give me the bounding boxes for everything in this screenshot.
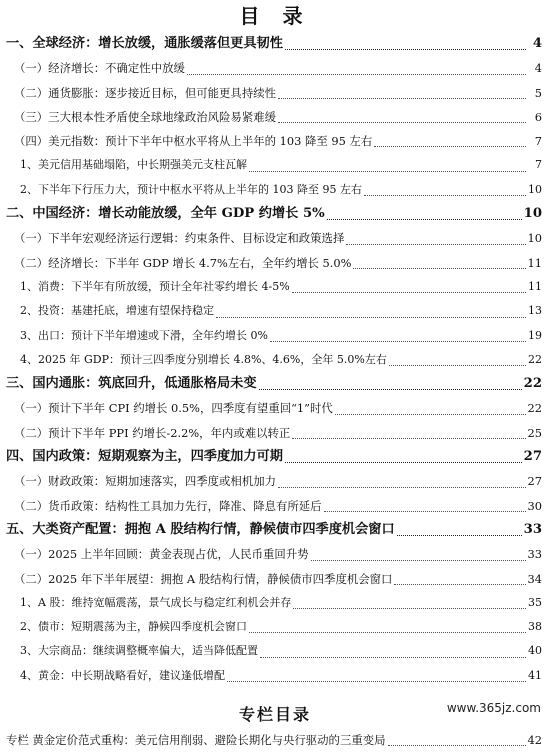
- toc-entry-level-1[interactable]: [6, 202, 542, 226]
- toc-entry-level-1[interactable]: [6, 372, 542, 396]
- dot-leader: [292, 437, 525, 439]
- watermark: www.365jz.com: [444, 700, 544, 716]
- toc-entry-page: 10: [523, 206, 542, 222]
- toc-entry-text: 3、出口：预计下半年增速或下滑，全年约增长 0%: [20, 328, 268, 342]
- toc-entry-level-2[interactable]: [6, 105, 542, 129]
- dot-leader: [187, 73, 526, 75]
- dot-leader: [335, 413, 526, 415]
- toc-entry-level-3[interactable]: [6, 348, 542, 372]
- dot-leader: [216, 316, 526, 318]
- toc-entry-level-1[interactable]: [6, 32, 542, 56]
- toc-entry-text: （二）预计下半年 PPI 约增长-2.2%，年内或难以转正: [14, 425, 291, 440]
- toc-entry-page: 33: [527, 547, 542, 562]
- toc-entry-page: 11: [528, 279, 542, 293]
- toc-entry-text: 五、大类资产配置：拥抱 A 股结构行情，静候债市四季度机会窗口: [6, 521, 395, 537]
- toc-entry-page: 40: [528, 644, 542, 658]
- toc-entry-level-2[interactable]: [6, 226, 542, 250]
- column-entry[interactable]: [6, 728, 542, 752]
- dot-leader: [249, 631, 526, 633]
- dot-leader: [353, 267, 525, 269]
- dot-leader: [389, 364, 526, 366]
- toc-entry-level-2[interactable]: [6, 421, 542, 445]
- toc-entry-level-2[interactable]: [6, 251, 542, 275]
- dot-leader: [311, 559, 526, 561]
- dot-leader: [293, 607, 526, 609]
- toc-entry-level-2[interactable]: [6, 56, 542, 80]
- toc-entry-page: 35: [528, 595, 542, 609]
- toc-entry-level-3[interactable]: [6, 153, 542, 177]
- dot-leader: [260, 656, 526, 658]
- dot-leader: [292, 291, 526, 293]
- toc-entry-page: 19: [528, 328, 542, 342]
- toc-entry-text: （一）预计下半年 CPI 约增长 0.5%，四季度有望重回“1”时代: [14, 401, 333, 416]
- dot-leader: [285, 461, 522, 463]
- toc-entry-page: 30: [527, 498, 542, 513]
- toc-entry-level-2[interactable]: [6, 129, 542, 153]
- dot-leader: [249, 170, 526, 172]
- toc-entry-page: 7: [534, 134, 542, 149]
- toc-entry-page: 4: [534, 61, 542, 76]
- dot-leader: [270, 340, 526, 342]
- toc-entry-page: 10: [528, 182, 542, 196]
- toc-entry-text: 二、中国经济：增长动能放缓，全年 GDP 约增长 5%: [6, 206, 325, 222]
- toc-entry-text: 4、2025 年 GDP：预计三四季度分别增长 4.8%、4.6%，全年 5.0%左右: [20, 352, 387, 366]
- column-entry-page: 42: [527, 733, 542, 748]
- toc-entry-level-3[interactable]: [6, 615, 542, 639]
- toc-entry-text: 2、投资：基建托底，增速有望保持稳定: [20, 304, 214, 318]
- toc-entry-page: 33: [523, 521, 542, 537]
- toc-entry-text: 四、国内政策：短期观察为主，四季度加力可期: [6, 449, 283, 465]
- dot-leader: [227, 680, 526, 682]
- toc-entry-page: 25: [527, 425, 542, 440]
- toc-entry-level-3[interactable]: [6, 664, 542, 688]
- toc-title: 目 录: [239, 4, 311, 28]
- toc-entry-text: 2、债市：短期震荡为主，静候四季度机会窗口: [20, 620, 247, 634]
- toc-entry-text: （二）2025 年下半年展望：拥抱 A 股结构行情，静候债市四季度机会窗口: [14, 571, 393, 586]
- dot-leader: [394, 583, 525, 585]
- toc-entry-text: （一）财政政策：短期加速落实，四季度或相机加力: [14, 474, 276, 489]
- toc-entry-level-2[interactable]: [6, 494, 542, 518]
- toc-entry-level-3[interactable]: [6, 299, 542, 323]
- toc-entry-level-1[interactable]: [6, 445, 542, 469]
- toc-entry-text: 1、消费：下半年有所放缓，预计全年社零约增长 4-5%: [20, 279, 290, 293]
- dot-leader: [259, 388, 522, 390]
- dot-leader: [278, 121, 526, 123]
- toc-entry-level-3[interactable]: [6, 639, 542, 663]
- toc-entry-level-2[interactable]: [6, 396, 542, 420]
- toc-entry-level-3[interactable]: [6, 324, 542, 348]
- toc-entry-text: 3、大宗商品：继续调整概率偏大，适当降低配置: [20, 644, 258, 658]
- toc-entry-text: 一、全球经济：增长放缓，通胀缓落但更具韧性: [6, 36, 283, 51]
- toc-entry-page: 11: [527, 255, 542, 270]
- toc-entry-page: 22: [523, 376, 542, 392]
- column-toc-title: 专栏目录: [238, 705, 311, 725]
- toc-list: [0, 32, 550, 688]
- dot-leader: [397, 534, 522, 536]
- toc-entry-page: 27: [523, 449, 542, 465]
- toc-entry-text: 1、美元信用基础塌陷，中长期强美元支柱瓦解: [20, 158, 247, 172]
- toc-entry-page: 4: [532, 36, 542, 51]
- toc-entry-page: 10: [527, 231, 542, 246]
- toc-entry-page: 7: [535, 158, 542, 172]
- toc-entry-level-3[interactable]: [6, 591, 542, 615]
- toc-entry-page: 41: [528, 668, 542, 682]
- toc-entry-page: 13: [528, 304, 542, 318]
- dot-leader: [364, 194, 526, 196]
- toc-entry-text: （一）2025 上半年回顾：黄金表现占优，人民币重回升势: [14, 547, 309, 562]
- toc-entry-page: 22: [527, 401, 542, 416]
- toc-entry-text: 2、下半年下行压力大，预计中枢水平将从上半年的 103 降至 95 左右: [20, 182, 362, 196]
- toc-entry-level-2[interactable]: [6, 542, 542, 566]
- toc-entry-page: 38: [528, 620, 542, 634]
- dot-leader: [278, 486, 526, 488]
- dot-leader: [374, 145, 526, 147]
- toc-entry-text: （一）经济增长：不确定性中放缓: [14, 61, 185, 76]
- toc-entry-text: 1、A 股：维持宽幅震荡，景气成长与稳定红利机会并存: [20, 595, 292, 609]
- toc-entry-page: 6: [534, 109, 542, 124]
- toc-entry-text: 4、黄金：中长期战略看好，建议逢低增配: [20, 668, 225, 682]
- toc-entry-text: 三、国内通胀：筑底回升，低通胀格局未变: [6, 376, 257, 392]
- toc-entry-page: 22: [528, 352, 542, 366]
- toc-entry-text: （一）下半年宏观经济运行逻辑：约束条件、目标设定和政策选择: [14, 231, 345, 246]
- dot-leader: [388, 744, 526, 746]
- toc-entry-text: （四）美元指数：预计下半年中枢水平将从上半年的 103 降至 95 左右: [14, 134, 373, 149]
- toc-entry-level-1[interactable]: [6, 518, 542, 542]
- toc-entry-level-2[interactable]: [6, 81, 542, 105]
- dot-leader: [285, 48, 526, 50]
- toc-entry-level-3[interactable]: [6, 178, 542, 202]
- dot-leader: [278, 97, 526, 99]
- toc-entry-page: 34: [527, 571, 542, 586]
- toc-entry-page: 27: [527, 474, 542, 489]
- toc-entry-text: （二）货币政策：结构性工具加力先行，降准、降息有所延后: [14, 498, 322, 513]
- dot-leader: [346, 243, 525, 245]
- toc-entry-level-2[interactable]: [6, 567, 542, 591]
- toc-entry-page: 5: [534, 85, 542, 100]
- toc-entry-level-3[interactable]: [6, 275, 542, 299]
- toc-entry-text: （二）通货膨胀：逐步接近目标，但可能更具持续性: [14, 85, 276, 100]
- dot-leader: [327, 218, 522, 220]
- column-entry-text: 专栏 黄金定价范式重构：美元信用削弱、避险长期化与央行驱动的三重变局: [6, 733, 386, 748]
- toc-entry-text: （三）三大根本性矛盾使全球地缘政治风险易紧难缓: [14, 109, 276, 124]
- dot-leader: [324, 510, 526, 512]
- toc-entry-text: （二）经济增长：下半年 GDP 增长 4.7%左右，全年约增长 5.0%: [14, 255, 352, 270]
- toc-entry-level-2[interactable]: [6, 469, 542, 493]
